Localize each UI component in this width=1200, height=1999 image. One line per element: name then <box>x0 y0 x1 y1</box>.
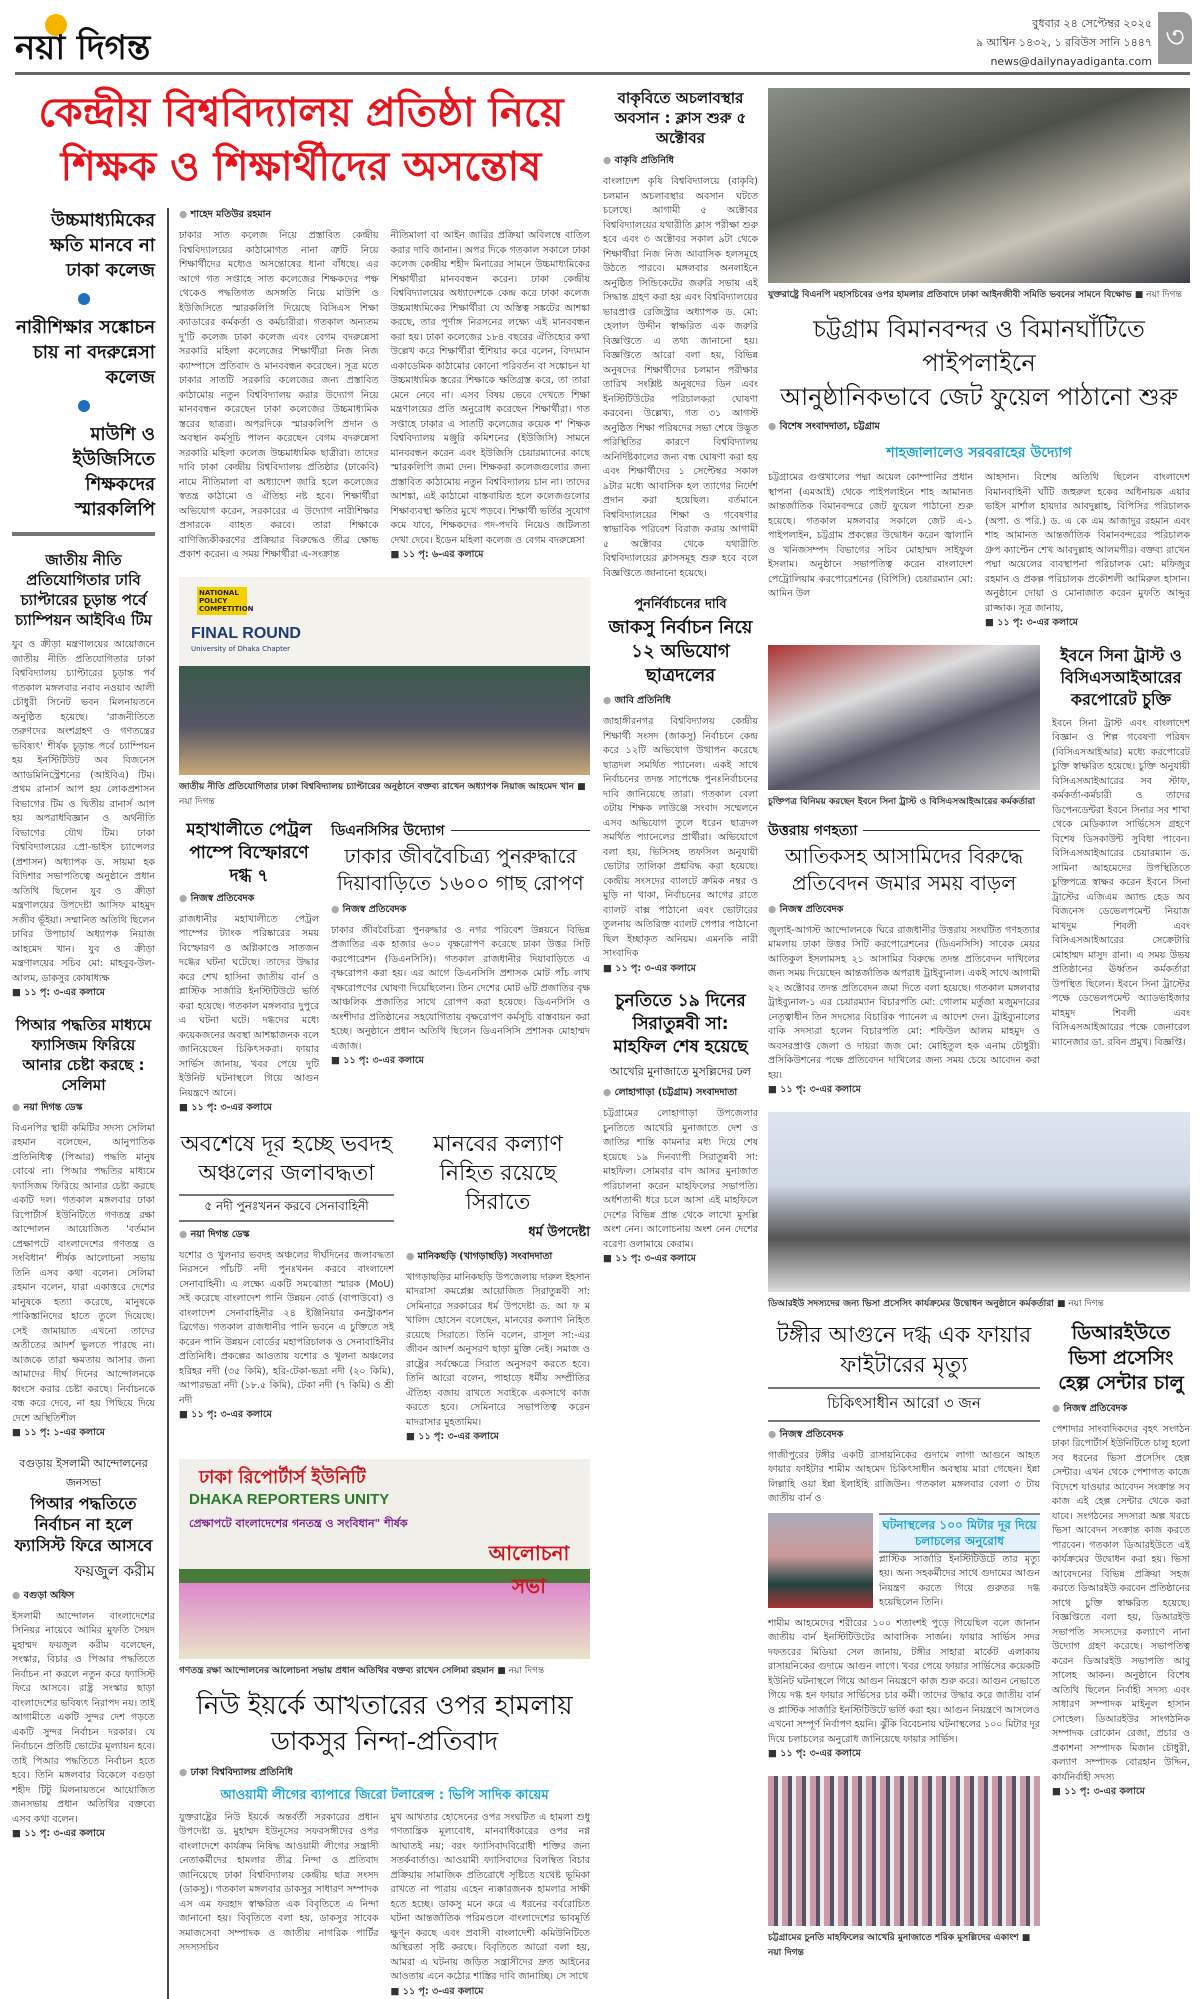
jaksu-story: পুনর্নির্বাচনের দাবি জাকসু নির্বাচন নিয়ে ১২ অভিযোগ ছাত্রদলের ● জাবি প্রতিনিধি জাহাঙ্গীরনগর বিশ্ববিদ্যালয় কেন্দ্রীয় শিক্ষার্থী সংসদ (জাকসু) নির্বাচনে কেন্দ্র করে ১২টি অভিযোগ উত্থাপন করেছে ছাত্রদল সমর্থিত প্যানেল। একই সাথে নির্বাচনের তদন্ত সাপেক্ষে পুনঃনির্বাচনের দাবি জানিয়েছে তারা। গতকাল বেলা ৩টায় শিক্ষক লাউঞ্জে সংবাদ সম্মেলনে এসব অভিযোগ তুলে ধরেন ছাত্রদল সমর্থিত প্যানেলের প্রার্থীরা। অভিযোগে বলা হয়, ভিসিসহ তফসিল অনুযায়ী ভোটার তালিকা প্রশ্নবিদ্ধ করা হয়েছে। কেন্দ্রীয় সংসদের ব্যালটে ক্রমিক নম্বর ও মুড়ি না থাকা, নির্বাচনের আগের রাতে ব্যালট বাক্স পাঠানো এবং ভোটারের তুলনায় অতিরিক্ত ব্যালট পেপার পাঠানো ছিল ইচ্ছাকৃত অনিয়ম। এমনকি নারী সাংবাদিক ■ ১১ পৃ: ৩-এর কলামে <box>603 595 758 976</box>
continued-link[interactable]: ■ ১১ পৃ: ৩-এর কলামে <box>179 1101 319 1116</box>
visa-event-photo <box>768 1112 1190 1292</box>
date-bengali: ৯ আশ্বিন ১৪৩২, ১ রবিউস সানি ১৪৪৭ <box>976 33 1152 52</box>
tongi-body3: শামীম আহমেদের শরীরের ১০০ শতাংশই পুড়ে গিয়েছিল বলে জানান জাতীয় বার্ন ইনস্টিটিউটের আবাসিক সার্জন। ফায়ার সার্ভিস সদর দফতরের মিডিয়া সেল জানায়, টঙ্গীর সাহারা মার্কেট এলাকায় রাসায়নিকের গুদামে আগুন লাগে। খবর পেয়ে ফায়ার সার্ভিসের কয়েকটি ইউনিট ঘটনাস্থলে গিয়ে আগুন নিয়ন্ত্রণে কাজ শুরু করে। আগুন নেভাতে গিয়ে দগ্ধ হন ফায়ার সার্ভিসের চার কর্মী। তাদের উদ্ধার করে জাতীয় বার্ন ও প্লাস্টিক সার্জারি ইনস্টিটিউটে ভর্তি করা হয়। আগুন নিয়ন্ত্রণে আসলেও এখনো সম্পূর্ণ নির্বাপণ হয়নি। ঝুঁকি বিবেচনায় ঘটনাস্থলের ১০০ মিটার দূর দিয়ে চলাচলের অনুরোধ জানিয়েছে ফায়ার সার্ভিস। <box>768 1617 1040 1748</box>
tongi-inset: ঘটনাস্থলের ১০০ মিটার দূর দিয়ে চলাচলের অনুরোধ <box>879 1513 1040 1553</box>
date-english: বুধবার ২৪ সেপ্টেম্বর ২০২৫ <box>976 14 1152 33</box>
center-left-column: ● শাহেদ মতিউর রহমান ঢাকার সাত কলেজ নিয়ে প্রস্তাবিত কেন্দ্রীয় বিশ্ববিদ্যালয়ের কাঠামোগত নানা ত্রুটি নিয়ে শিক্ষার্থীদের মধ্যেও অসন্তোষের ধানা বাঁধছে। এর আগে গত সপ্তাহে সাত কলেজের শিক্ষকদের পক্ষ থেকেও পদ্ধতিগত অসঙ্গতি নিয়ে মাউশি ও ইউজিসিতে স্মারকলিপি দিয়েছে বিসিএস শিক্ষা ক্যাডারের কর্মকর্তা ও কর্মচারীরা। গতকাল অন্যতম দু'টি কলেজ ঢাকা কলেজ এবং বেগম বদরুন্নেসা সরকারি মহিলা কলেজের শিক্ষার্থীরা নিজ নিজ ক্যাম্পাসে প্রতিবাদ ও মানববন্ধন করেছেন। সূত্র মতে ঢাকার সাতটি সরকারি কলেজের জন্য প্রস্তাবিত কাঠামোয় নতুন বিশ্ববিদ্যালয় করার উদ্যোগ নিয়ে মানববন্ধন করেছেন ঢাকা কলেজের উচ্চমাধ্যমিক স্তরের ছাত্ররা। অপরদিকে স্মারকলিপি প্রদান ও অবস্থান কর্মসূচি পালন করেছেন বেগম বদরুন্নেসা সরকারি মহিলা কলেজ উচ্চমাধ্যমিক ছাত্রীরা। তাদের দাবি ঢাকা কেন্দ্রীয় বিশ্ববিদ্যালয় প্রতিষ্ঠার (ঢাকেবি) নামে নীতিমালা বা অধ্যাদেশ জারি হলে কলেজের স্বতন্ত্র কাঠামো ও ঐতিহ্য নষ্ট হবে। শিক্ষার্থীরা অভিযোগ করেন, সরকারের এ উদ্যোগ নারীশিক্ষার প্রসারকে ব্যাহত করবে। তারা শিক্ষাকে বাণিজ্যিকীকরণের প্রক্রিয়ার বিরুদ্ধেও তীব্র ক্ষোভ প্রকাশ করেন। এ সময় শিক্ষার্থীরা এ-সংক্রান্ত নীতিমালা বা আইন জারির প্রক্রিয়া অবিলম্বে বাতিল করার দাবি জানান। অপর দিকে গতকাল সকালে ঢাকা কলেজ কেন্দ্রীয় শহীদ মিনারের সামনে উচ্চমাধ্যমিকের শিক্ষার্থীরা মানববন্ধন করেন। ঢাকা কেন্দ্রীয় বিশ্ববিদ্যালয়ের অধ্যাদেশকে কেন্দ্র করে ঢাকা কলেজ উচ্চমাধ্যমিকের শিক্ষার্থীরা যে অস্তিত্ব সঙ্কটের আশঙ্কা করছে, তার পূর্ণাঙ্গ নিরসনের লক্ষ্যে এই মানববন্ধন করা হয়। ঢাকা কলেজের ১৮৪ বছরের ঐতিহ্যের কথা উল্লেখ করে শিক্ষার্থীরা হুঁশিয়ার করে বলেন, বিদ্যমান একাডেমিক কাঠামোর কোনো পরিবর্তন বা সঙ্কোচন যা উচ্চমাধ্যমিক স্তরের শিক্ষাকে ক্ষতিগ্রস্ত করে, তা তারা মেনে নেবে না। এসব বিষয় ভেবে দেখতে শিক্ষা মন্ত্রণালয়ের প্রতি অনুরোধ করেছেন শিক্ষার্থীরা। গত সপ্তাহে ঢাকার এ সাতটি কলেজের কয়েক শ' শিক্ষক বিশ্ববিদ্যালয় মঞ্জুরি কমিশনের (ইউজিসি) সামনে মানববন্ধন করেন এবং ইউজিসি চেয়ারম্যানের কাছে স্মারকলিপি জমা দেন। শিক্ষকরা কলেজগুলোর জন্য প্রস্তাবিত কাঠামোয় নতুন বিশ্ববিদ্যালয় চান না। তাদের আশঙ্কা, এই কাঠামো বাস্তবায়িত হলে কলেজগুলোর শিক্ষাব্যবস্থা ক্ষতির মুখে পড়বে। শিক্ষার্থী ভর্তির সুযোগ কমে যাবে, শিক্ষকদের পদ-পদবি নিয়েও জটিলতা দেখা দেবে। ইডেন মহিলা কলেজ ও বেগম বদরুন্নেসা ■ ১১ পৃ: ৬-এর কলামে NATIONAL POLICY COMPETITION FINAL ROUND University of Dhaka Chapter জাতীয় নীতি প্রতিযোগিতার ঢাকা বিশ্ববিদ্যালয় চ্যাপ্টারের অনুষ্ঠানে বক্তব্য রাখেন অধ্যাপক নিয়াজ আহমেদ খান ■ নয়া দিগন্ত মহাখালীতে পেট্রল পাম্পে বিস্ফোরণে দগ্ধ ৭ ● নিজস্ব প্রতিবেদক রাজধানীর মহাখালীতে পেট্রল পাম্পের ট্যাংক পরিষ্কারের সময় বিস্ফোরণ ও অগ্নিকাণ্ডে সাতজন দগ্ধের ঘটনা ঘটেছে। তাদের উদ্ধার করে শেখ হাসিনা জাতীয় বার্ন ও প্লাস্টিক সার্জারি ইনস্টিটিউটে ভর্তি করা হয়েছে। গতকাল মঙ্গলবার দুপুরে এ ঘটনা ঘটে। দগ্ধদের মধ্যে কয়েকজনের অবস্থা আশঙ্কাজনক বলে জানিয়েছেন চিকিৎসকরা। ফায়ার সার্ভিস জানায়, খবর পেয়ে দুটি ইউনিট ঘটনাস্থলে গিয়ে আগুন নিয়ন্ত্রণে আনে। ■ ১১ পৃ: ৩-এর কলামে ডিএনসিসির উদ্যোগ ঢাকার জীববৈচিত্র্য পুনরুদ্ধারে দিয়াবাড়িতে ১৬০০ গাছ রোপণ ● নিজস্ব প্রতিবেদক ঢাকার জীববৈচিত্র্য পুনরুদ্ধার ও নগর পরিবেশ উন্নয়নে বিভিন্ন প্রজাতির এক হাজার ৬০০ বৃক্ষরোপণ করেছে ঢাকা উত্তর সিটি করপোরেশন (ডিএনসিসি)। গতকাল রাজধানীর দিয়াবাড়িতে এ বৃক্ষরোপণ করা হয়। এর আগে ডিএনসিসি প্রশাসক মোট পাঁচ লাখ বৃক্ষরোপণের ঘোষণা দিয়েছিলেন। তিন দেশের মোট ৬টি প্রজাতির বৃক্ষ আঞ্চলিক প্রজাতির সাথে রোপণ করা হয়েছে। ডিএনসিসি ও অংশীদার প্রতিষ্ঠানের সহযোগিতায় বৃক্ষরোপণ কর্মসূচি বাস্তবায়ন করা হচ্ছে। অনুষ্ঠানে প্রধান অতিথি ছিলেন ডিএনসিসি প্রশাসক মোহাম্মদ এজাজ। ■ ১১ পৃ: ৩-এর কলামে অবশেষে দূর হচ্ছে ভবদহ অঞ্চলের জলাবদ্ধতা ৫ নদী পুনঃখনন করবে সেনাবাহিনী ● নয়া দিগন্ত ডেস্ক যশোর ও খুলনার ভবদহ অঞ্চলের দীর্ঘদিনের জলাবদ্ধতা নিরসনে পাঁচটি নদী পুনঃখনন করবে বাংলাদেশ সেনাবাহিনী। এ লক্ষ্যে একটি সমঝোতা স্মারক (MoU) সই করেছে বাংলাদেশ পানি উন্নয়ন বোর্ড (বাপাউবো) ও বাংলাদেশ সেনাবাহিনীর ২৪ ইঞ্জিনিয়ার কনস্ট্রাকশন ব্রিগেড। গতকাল রাজধানীর পানি ভবনে এ চুক্তিতে সই করেন পানি উন্নয়ন বোর্ডের মহাপরিচালক ও সেনাবাহিনীর প্রতিনিধি। প্রকল্পের আওতায় যশোর ও খুলনা অঞ্চলের হরিহর নদী (৩৫ কিমি), হরি-টেকা-ভদ্রা নদী (২০ কিমি), আপারভদ্রা নদী (১৮.৫ কিমি), টেকা নদী (৭ কিমি) ও শ্রী নদী ■ ১১ পৃ: ৩-এর কলামে মানবের কল্যাণ নিহিত রয়েছে সিরাতে ধর্ম উপদেষ্টা ● মানিকছড়ি (খাগড়াছড়ি) সংবাদদাতা খাগড়াছড়ির মানিকছড়ি উপজেলায় দারুল ইহসান মাদরাসা কমপ্লেক্স আয়োজিত সিরাতুন্নবী সা: সেমিনারে সরকারের ধর্ম উপদেষ্টা ড. আ ফ ম খালিদ হোসেন বলেছেন, মানবের কল্যাণ নিহিত রয়েছে সিরাতে। তিনি বলেন, রাসূল সা:-এর জীবন আদর্শ অনুসরণ ছাড়া মুক্তি নেই। সমাজ ও রাষ্ট্রের সর্বক্ষেত্রে সিরাত অনুসরণ করতে হবে। তিনি আরো বলেন, পাহাড়ে ধর্মীয় সম্প্রীতির ঐতিহ্য বজায় রাখতে সবাইকে একসাথে কাজ করতে হবে। সেমিনারে সভাপতিত্ব করেন মাদরাসার মুহতামিম। ■ ১১ পৃ: ৩-এর কলামে ঢাকা রিপোর্টার্স ইউনিটি DHAKA REPORTERS UNITY প্রেক্ষাপটে বাংলাদেশের গনতন্ত্র ও সংবিধান" শীর্ষক আলোচনা সভা গণতন্ত্র রক্ষা আন্দোলনের আলোচনা সভায় প্রধান অতিথির বক্তব্য রাখেন সেলিমা রহমান ■ নয়া দিগন্ত নিউ ইয়র্কে আখতারের ওপর হামলায় ডাকসুর নিন্দা-প্রতিবাদ ● ঢাকা বিশ্ববিদ্যালয় প্রতিনিধি আওয়ামী লীগের ব্যাপারে জিরো টলারেন্স : ভিপি সাদিক কায়েম যুক্তরাষ্ট্রের নিউ ইয়র্কে অন্তর্বর্তী সরকারের প্রধান উপদেষ্টা ড. মুহাম্মদ ইউনূসের সফরসঙ্গীদের ওপর বাংলাদেশে কার্যক্রম নিষিদ্ধ আওয়ামী লীগের সন্ত্রাসী নেতাকর্মীদের হামলার তীব্র নিন্দা ও প্রতিবাদ জানিয়েছে ঢাকা বিশ্ববিদ্যালয় কেন্দ্রীয় ছাত্র সংসদ (ডাকসু)। গতকাল মঙ্গলবার ডাকসুর সাধারণ সম্পাদক এস এম ফরহাদ স্বাক্ষরিত এক বিবৃতিতে এ নিন্দা জানানো হয়। বিবৃতিতে বলা হয়, ডাকসুর সাবেক সমাজসেবা সম্পাদক ও জাতীয় নাগরিক পার্টির সদস্যসচিব মুখ আখতার হোসেনের ওপর সংঘটিত এ হামলা শুধু গণতান্ত্রিক মূল্যবোধ, মানবাধিকারের ওপর নগ্ন আঘাতই নয়; বরং ফ্যাসিবাদবিরোধী শক্তির জন্য সতর্কবার্তাও। আওয়ামী ফ্যাসিবাদের বিলম্বিত বিচার প্রক্রিয়ায় সামাজিক প্রতিরোধে সৃষ্টিতে যথেষ্ট ভূমিকা রাখতে না পারায় এহেন ন্যক্কারজনক হামলার সাক্ষী হতে হচ্ছে। ডাকসু মনে করে এ ধরনের বর্বরোচিত ঘটনা আন্তর্জাতিক পরিমণ্ডলে বাংলাদেশের ভাবমূর্তি ক্ষুণ্ন করছে এবং প্রবাসী বাংলাদেশী কমিউনিটিতে অস্থিরতা সৃষ্টি করছে। বিবৃতিতে আরো বলা হয়, আমরা এ ঘটনায় জড়িত সন্ত্রাসীদের দ্রুত আইনের আওতায় এনে কঠোর শাস্তির দাবি জানাচ্ছি। সে সাথে ■ ১১ পৃ: ৩-এর কলামে <box>167 208 590 1999</box>
page-number: ৩ <box>1158 12 1192 64</box>
ny-story-col1: যুক্তরাষ্ট্রের নিউ ইয়র্কে অন্তর্বর্তী সরকারের প্রধান উপদেষ্টা ড. মুহাম্মদ ইউনূসের সফরসঙ্গীদের ওপর বাংলাদেশে কার্যক্রম নিষিদ্ধ আওয়ামী লীগের সন্ত্রাসী নেতাকর্মীদের হামলার তীব্র নিন্দা ও প্রতিবাদ জানিয়েছে ঢাকা বিশ্ববিদ্যালয় কেন্দ্রীয় ছাত্র সংসদ (ডাকসু)। গতকাল মঙ্গলবার ডাকসুর সাধারণ সম্পাদক এস এম ফরহাদ স্বাক্ষরিত এক বিবৃতিতে এ নিন্দা জানানো হয়। বিবৃতিতে বলা হয়, ডাকসুর সাবেক সমাজসেবা সম্পাদক ও জাতীয় নাগরিক পার্টির সদস্যসচিব <box>179 1811 379 1956</box>
firefighter-portrait <box>768 1513 873 1608</box>
center-right-column <box>603 88 758 1281</box>
ctg-story <box>768 471 1190 631</box>
continued-link[interactable]: ■ ১১ পৃ: ৩-এর কলামে <box>985 616 1190 631</box>
photo-caption: ডিআরইউ সদস্যদের জন্য ভিসা প্রসেসিং কার্যক্রমের উদ্বোধন অনুষ্ঠানে কর্মকর্তারা ■ নয়া দিগন্ত <box>768 1296 1190 1311</box>
continued-link[interactable]: ■ ১১ পৃ: ৩-এর কলামে <box>768 1747 1040 1762</box>
chunati-story: চুনতিতে ১৯ দিনের সিরাতুন্নবী সা: মাহফিল শেষ হয়েছে আখেরি মুনাজাতে মুসল্লিদের ঢল ● লোহাগাড়া (চট্টগ্রাম) সংবাদদাতা চট্টগ্রামের লোহাগাড়া উপজেলার চুনতিতে আখেরি মুনাজাতে দেশ ও জাতির শান্তি কামনার মধ্য দিয়ে শেষ হয়েছে ১৯ দিনব্যাপী সিরাতুন্নবী সা: মাহফিল। সোমবার বাদ আসর মুনাজাত পরিচালনা করেন মাহফিলের সভাপতি। অর্ধশতাব্দী ধরে চলে আসা এই মাহফিলে দেশের বিভিন্ন প্রান্ত থেকে লাখো মুসল্লি অংশ নেন। আলোচনায় অংশ নেন দেশের বরেণ্য ওলামায়ে কেরাম। ■ ১১ পৃ: ৩-এর কলামে <box>603 990 758 1267</box>
photo-caption: যুক্তরাষ্ট্রে বিএনপি মহাসচিবের ওপর হামলার প্রতিবাদে ঢাকা আইনজীবী সমিতি ভবনের সামনে বিক্ষোভ ■ নয়া দিগন্ত <box>768 287 1190 302</box>
continued-link[interactable]: ■ ১১ পৃ: ৩-এর কলামে <box>603 1252 758 1267</box>
rally-photo: ঢাকা রিপোর্টার্স ইউনিটি DHAKA REPORTERS UNITY প্রেক্ষাপটে বাংলাদেশের গনতন্ত্র ও সংবিধান" শীর্ষক আলোচনা সভা <box>179 1459 590 1659</box>
left-section <box>12 86 590 1999</box>
bullet-icon <box>78 293 90 305</box>
continued-link[interactable]: ■ ১১ পৃ: ৩-এর কলামে <box>331 1054 590 1069</box>
ctg-headline[interactable]: চট্টগ্রাম বিমানবন্দর ও বিমানঘাঁটিতে পাইপলাইনে আনুষ্ঠানিকভাবে জেট ফুয়েল পাঠানো শুরু <box>768 312 1190 414</box>
bogura-story: বগুড়ায় ইসলামী আন্দোলনের জনসভা পিআর পদ্ধতিতে নির্বাচন না হলে ফ্যাসিস্ট ফিরে আসবে ফয়জুল করীম ● বগুড়া অফিস ইসলামী আন্দোলন বাংলাদেশের সিনিয়র নায়েবে আমির মুফতি সৈয়দ মুহাম্মদ ফয়জুল করীম বলেছেন, সংস্কার, বিচার ও পিআর পদ্ধতিতে নির্বাচন না করলে নতুন করে ফ্যাসিস্ট ফিরে আসবে। রাষ্ট্র সংস্কার ছাড়া বাংলাদেশের ভবিষ্যৎ নিরাপদ নয়। তাই আগামীতে একটি সুন্দর দেশ গড়তে একটি সুন্দর নির্বাচন দরকার। যে নির্বাচনে প্রতিটি ভোটের মূল্যায়ন হবে। তাই পিআর পদ্ধতিতে নির্বাচন হতে হবে। তিনি মঙ্গলবার বিকেলে বগুড়া শহীদ টিটু মিলনায়তনে আয়োজিত জনসভায় প্রধান অতিথির বক্তব্যে এসব কথা বলেন। ■ ১১ পৃ: ৩-এর কলামে <box>12 1455 155 1842</box>
dru-story: ডিআরইউতে ভিসা প্রসেসিং হেল্প সেন্টার চালু ● নিজস্ব প্রতিবেদক পেশাদার সাংবাদিকদের বৃহৎ সংগঠন ঢাকা রিপোর্টার্স ইউনিটিতে চালু হলো সব ধরনের ভিসা প্রসেসিং হেল্প সেন্টার। এখন থেকে পেশাগত কাজে বিদেশে যাওয়ার আবেদন সংক্রান্ত সব কাজ এই হেল্প সেন্টার থেকে করা যাবে। সংগঠনের সদস্যরা অল্প খরচে ভিসা আবেদন সংক্রান্ত কাজ করতে পারবেন। গতকাল ডিআরইউতে এই কার্যক্রমের উদ্বোধন করা হয়। ভিসা আবেদনের বিভিন্ন প্রক্রিয়া সহজ করতে ডিআরইউ করবেন প্রতিষ্ঠানের সাথে চুক্তি স্বাক্ষরিত হয়েছে। বিজ্ঞপ্তিতে বলা হয়, ডিআরইউ সভাপতি সদস্যদের কল্যাণে নানা উদ্যোগ গ্রহণ করেছে। সভাপতিত্ব করেন ডিআরইউ সভাপতি আবু সালেহ আকন। অনুষ্ঠানে বিশেষ অতিথি ছিলেন নির্বাহী সদস্য এবং সাধারণ সম্পাদক মাইনুল হাসান সোহেল। ডিআরইউর সাংগঠনিক সম্পাদক রোকোন রেজা, প্রচার ও প্রকাশনা সম্পাদক মিজান চৌধুরী, কল্যাণ সম্পাদক বোরহান উদ্দিন, কার্যনির্বাহী সদস্য ■ ১১ পৃ: ৩-এর কলামে <box>1052 1321 1190 1800</box>
continued-link[interactable]: ■ ১১ পৃ: ৩-এর কলামে <box>179 1408 394 1423</box>
bhabodah-story: অবশেষে দূর হচ্ছে ভবদহ অঞ্চলের জলাবদ্ধতা ৫ নদী পুনঃখনন করবে সেনাবাহিনী ● নয়া দিগন্ত ডেস্ক যশোর ও খুলনার ভবদহ অঞ্চলের দীর্ঘদিনের জলাবদ্ধতা নিরসনে পাঁচটি নদী পুনঃখনন করবে বাংলাদেশ সেনাবাহিনী। এ লক্ষ্যে একটি সমঝোতা স্মারক (MoU) সই করেছে বাংলাদেশ পানি উন্নয়ন বোর্ড (বাপাউবো) ও বাংলাদেশ সেনাবাহিনীর ২৪ ইঞ্জিনিয়ার কনস্ট্রাকশন ব্রিগেড। গতকাল রাজধানীর পানি ভবনে এ চুক্তিতে সই করেন পানি উন্নয়ন বোর্ডের মহাপরিচালক ও সেনাবাহিনীর প্রতিনিধি। প্রকল্পের আওতায় যশোর ও খুলনা অঞ্চলের হরিহর নদী (৩৫ কিমি), হরি-টেকা-ভদ্রা নদী (২০ কিমি), আপারভদ্রা নদী (১৮.৫ কিমি), টেকা নদী (৭ কিমি) ও শ্রী নদী ■ ১১ পৃ: ৩-এর কলামে <box>179 1130 394 1423</box>
agreement-photo <box>768 645 1040 790</box>
email[interactable]: news@dailynayadiganta.com <box>976 52 1152 71</box>
photo-caption: জাতীয় নীতি প্রতিযোগিতার ঢাকা বিশ্ববিদ্যালয় চ্যাপ্টারের অনুষ্ঠানে বক্তব্য রাখেন অধ্যাপক নিয়াজ আহমেদ খান ■ নয়া দিগন্ত <box>179 779 590 809</box>
continued-link[interactable]: ■ ১১ পৃ: ৩-এর কলামে <box>603 962 758 977</box>
mohakhali-story: মহাখালীতে পেট্রল পাম্পে বিস্ফোরণে দগ্ধ ৭ ● নিজস্ব প্রতিবেদক রাজধানীর মহাখালীতে পেট্রল পাম্পের ট্যাংক পরিষ্কারের সময় বিস্ফোরণ ও অগ্নিকাণ্ডে সাতজন দগ্ধের ঘটনা ঘটেছে। তাদের উদ্ধার করে শেখ হাসিনা জাতীয় বার্ন ও প্লাস্টিক সার্জারি ইনস্টিটিউটে ভর্তি করা হয়েছে। গতকাল মঙ্গলবার দুপুরে এ ঘটনা ঘটে। দগ্ধদের মধ্যে কয়েকজনের অবস্থা আশঙ্কাজনক বলে জানিয়েছেন চিকিৎসকরা। ফায়ার সার্ভিস জানায়, খবর পেয়ে দুটি ইউনিট ঘটনাস্থলে গিয়ে আগুন নিয়ন্ত্রণে আনে। ■ ১১ পৃ: ৩-এর কলামে <box>179 819 319 1116</box>
sirat-story: মানবের কল্যাণ নিহিত রয়েছে সিরাতে ধর্ম উপদেষ্টা ● মানিকছড়ি (খাগড়াছড়ি) সংবাদদাতা খাগড়াছড়ির মানিকছড়ি উপজেলায় দারুল ইহসান মাদরাসা কমপ্লেক্স আয়োজিত সিরাতুন্নবী সা: সেমিনারে সরকারের ধর্ম উপদেষ্টা ড. আ ফ ম খালিদ হোসেন বলেছেন, মানবের কল্যাণ নিহিত রয়েছে সিরাতে। তিনি বলেন, রাসূল সা:-এর জীবন আদর্শ অনুসরণ ছাড়া মুক্তি নেই। সমাজ ও রাষ্ট্রের সর্বক্ষেত্রে সিরাত অনুসরণ করতে হবে। তিনি আরো বলেন, পাহাড়ে ধর্মীয় সম্প্রীতির ঐতিহ্য বজায় রাখতে সবাইকে একসাথে কাজ করতে হবে। সেমিনারে সভাপতিত্ব করেন মাদরাসার মুহতামিম। ■ ১১ পৃ: ৩-এর কলামে <box>406 1130 590 1445</box>
continued-link[interactable]: ■ ১১ পৃ: ৩-এর কলামে <box>12 1827 155 1842</box>
dncc-story: ডিএনসিসির উদ্যোগ ঢাকার জীববৈচিত্র্য পুনরুদ্ধারে দিয়াবাড়িতে ১৬০০ গাছ রোপণ ● নিজস্ব প্রতিবেদক ঢাকার জীববৈচিত্র্য পুনরুদ্ধার ও নগর পরিবেশ উন্নয়নে বিভিন্ন প্রজাতির এক হাজার ৬০০ বৃক্ষরোপণ করেছে ঢাকা উত্তর সিটি করপোরেশন (ডিএনসিসি)। গতকাল রাজধানীর দিয়াবাড়িতে এ বৃক্ষরোপণ করা হয়। এর আগে ডিএনসিসি প্রশাসক মোট পাঁচ লাখ বৃক্ষরোপণের ঘোষণা দিয়েছিলেন। তিন দেশের মোট ৬টি প্রজাতির বৃক্ষ আঞ্চলিক প্রজাতির সাথে রোপণ করা হয়েছে। ডিএনসিসি ও অংশীদার প্রতিষ্ঠানের সহযোগিতায় বৃক্ষরোপণ কর্মসূচি বাস্তবায়ন করা হচ্ছে। অনুষ্ঠানে প্রধান অতিথি ছিলেন ডিএনসিসি প্রশাসক মোহাম্মদ এজাজ। ■ ১১ পৃ: ৩-এর কলামে <box>331 819 590 1069</box>
mahfil-photo <box>768 1776 1040 1926</box>
bakrbi-story: বাকৃবিতে অচলাবস্থার অবসান : ক্লাস শুরু ৫ অক্টোবর ● বাকৃবি প্রতিনিধি বাংলাদেশ কৃষি বিশ্ববিদ্যালয়ে (বাকৃবি) চলমান অচলাবস্থার অবসান ঘটতে চলেছে। আগামী ৫ অক্টোবর বিশ্ববিদ্যালয়ের যথারীতি ক্লাস পরীক্ষা শুরু হবে এবং ৩ অক্টোবর সকাল ৯টা থেকে শিক্ষার্থীরা নিজ নিজ আবাসিক হলসমূহে উঠতে পারবে। মঙ্গলবার অনলাইনে অনুষ্ঠিত সিন্ডিকেটের জরুরি সভায় এই সিদ্ধান্ত গ্রহণ করা হয় এবং বিশ্ববিদ্যালয়ের ভারপ্রাপ্ত রেজিস্ট্রার অধ্যাপক ড. মো: হেলাল উদ্দীন স্বাক্ষরিত এক জরুরি বিজ্ঞপ্তিতে এ তথ্য জানানো হয়। বিজ্ঞপ্তিতে আরো বলা হয়, বিভিন্ন অনুষদের শিক্ষার্থীদের চলমান পরীক্ষার তারিখ সংশ্লিষ্ট অনুষদের ডিন এবং ইনস্টিটিউটের পরিচালকরা ঘোষণা করবেন। উল্লেখ্য, গত ৩১ আগস্ট অনুষ্ঠিত শিক্ষা পরিষদের সভা শেষে উদ্ভূত পরিস্থিতির কারণে বিশ্ববিদ্যালয় অনির্দিষ্টকালের জন্য বন্ধ ঘোষণা করা হয় এবং শিক্ষার্থীদের ১ সেপ্টেম্বর সকাল ৯টার মধ্যে আবাসিক হল ত্যাগের নির্দেশ প্রদান করা হয়েছিল। বর্তমানে বিশ্ববিদ্যালয়ের শিক্ষা ও গবেষণার স্বাভাবিক পরিবেশ বিরাজ করায় আগামী ৫ অক্টোবর থেকে যথারীতি বিশ্ববিদ্যালয়ের ক্লাসসমূহ শুরু হবে বলে বিজ্ঞপ্তিতে জানানো হয়েছে। <box>603 88 758 581</box>
newspaper-logo[interactable]: নয়া দিগন্ত <box>15 22 150 79</box>
continued-link[interactable]: ■ ১১ পৃ: ৩-এর কলামে <box>1052 1785 1190 1800</box>
lead-headline[interactable]: কেন্দ্রীয় বিশ্ববিদ্যালয় প্রতিষ্ঠা নিয়ে শিক্ষক ও শিক্ষার্থীদের অসন্তোষ <box>12 86 590 194</box>
ny-story <box>179 1811 590 1999</box>
left-column <box>12 208 155 1856</box>
lead-story <box>179 229 590 563</box>
ibnsina-story: ইবনে সিনা ট্রাস্ট ও বিসিএসআইআরের করপোরেট চুক্তি ইবনে সিনা ট্রাস্ট এবং বাংলাদেশ বিজ্ঞান ও শিল্প গবেষণা পরিষদ (বিসিএসআইআর) মধ্যে করপোরেট চুক্তি স্বাক্ষরিত হয়েছে। চুক্তি অনুযায়ী বিসিএসআইআরের সব স্টাফ, কর্মকর্তা-কর্মচারী ও তাদের ডিপেনডেন্টরা ইবনে সিনার সব শাখা থেকে মেডিক্যাল সার্ভিসেস গ্রহণে বিশেষ ডিসকাউন্ট সুবিধা পাবেন। বিসিএসআইআরের চেয়ারম্যান ড. সামিনা আহমেদের উপস্থিতিতে চুক্তিপত্রে স্বাক্ষর করেন ইবনে সিনা ট্রাস্টের এজিএম অ্যান্ড হেড অব বিজনেস ডেভেলপমেন্ট নিয়াজ মাখদুম শিবলী এবং বিসিএসআইআরের সেক্রেটারি মোহাম্মদ মাসুদ রানা। এ সময় উভয় প্রতিষ্ঠানের ঊর্ধ্বতন কর্মকর্তারা উপস্থিত ছিলেন। ইবনে সিনা ট্রাস্টের পক্ষে ডেভেলপমেন্ট অ্যাডভাইজার মাহমুদ শিবলী এবং বিসিএসআইআরের পক্ষে জেনারেল ম্যানেজার ডা. রবিন প্রমুখ। বিজ্ঞপ্তি। <box>1052 645 1190 1051</box>
niti-story: জাতীয় নীতি প্রতিযোগিতার ঢাবি চ্যাপ্টারের চূড়ান্ত পর্বে চ্যাম্পিয়ন আইবিএ টিম যুব ও ক্রীড়া মন্ত্রণালয়ের আয়োজনে জাতীয় নীতি প্রতিযোগিতার ঢাকা বিশ্ববিদ্যালয় চ্যাপ্টারের চূড়ান্ত পর্ব গতকাল মঙ্গলবার নবাব নওয়াব আলী চৌধুরী সিনেট ভবন মিলনায়তনে অনুষ্ঠিত হয়েছে। 'রাজনীতিতে তরুণদের অংশগ্রহণ ও গণতন্ত্রের ভবিষ্যৎ' শীর্ষক চূড়ান্ত পর্বে চ্যাম্পিয়ন হয় ইনস্টিটিউট অব বিজনেস অ্যাডমিনিস্ট্রেশনের (আইবিএ) টিম। প্রথম রানার্স আপ হয় লোকপ্রশাসন বিভাগের টিম ও দ্বিতীয় রানার্স আপ হয় অপরাধবিজ্ঞান ও অর্থনীতি বিভাগের যৌথ টিম। ঢাকা বিশ্ববিদ্যালয়ের প্রো-ভাইস চ্যান্সেলর (প্রশাসন) অধ্যাপক ড. সায়মা হক বিদিশার সভাপতিত্বে অনুষ্ঠানে প্রধান অতিথি ছিলেন যুব ও ক্রীড়া মন্ত্রণালয়ের উপদেষ্টা আসিফ মাহমুদ সজীব ভূঁইয়া। সম্মানিত অতিথি ছিলেন ঢাবির উপাচার্য অধ্যাপক নিয়াজ আহমেদ খান। যুব ও ক্রীড়া মন্ত্রণালয়ের সচিব মো: মাহবুব-উল-আলম, ডাকসুর কোষাধ্যক্ষ ■ ১১ পৃ: ৩-এর কলামে <box>12 550 155 1001</box>
photo-caption: চুক্তিপত্র বিনিময় করছেন ইবনে সিনা ট্রাস্ট ও বিসিএসআইআরের কর্মকর্তারা <box>768 794 1040 809</box>
continued-link[interactable]: ■ ১১ পৃ: ৩-এর কলামে <box>391 1985 591 1999</box>
continued-link[interactable]: ■ ১১ পৃ: ৬-এর কলামে <box>391 548 591 563</box>
continued-link[interactable]: ■ ১১ পৃ: ৩-এর কলামে <box>406 1430 590 1445</box>
right-section: যুক্তরাষ্ট্রে বিএনপি মহাসচিবের ওপর হামলার প্রতিবাদে ঢাকা আইনজীবী সমিতি ভবনের সামনে বিক্ষোভ ■ নয়া দিগন্ত চট্টগ্রাম বিমানবন্দর ও বিমানঘাঁটিতে পাইপলাইনে আনুষ্ঠানিকভাবে জেট ফুয়েল পাঠানো শুরু ● বিশেষ সংবাদদাতা, চট্টগ্রাম শাহজালালেও সরবরাহের উদ্যোগ চট্টগ্রামের গুপ্তখালের পদ্মা অয়েল কোম্পানির প্রধান স্থাপনা (এমআই) থেকে পাইপলাইনে শাহ আমানত আন্তর্জাতিক বিমানবন্দরে জেট ফুয়েল পাঠানো শুরু হয়েছে। গতকাল মঙ্গলবার সকালে জেট এ-১ পাইপলাইন, চট্টগ্রাম প্রকল্পের উদ্বোধন করেন জ্বালানি ও খনিজসম্পদ বিভাগের সচিব মোহাম্মদ সাইফুল ইসলাম। অনুষ্ঠানে সভাপতিত্ব করেন বাংলাদেশ পেট্রোলিয়াম করপোরেশনের (বিপিসি) চেয়ারম্যান মো: আমিন উল আহসান। বিশেষ অতিথি ছিলেন বাংলাদেশ বিমানবাহিনী ঘাঁটি জহুরুল হকের অধিনায়ক এয়ার ভাইস মার্শাল হায়দার আবদুল্লাহ, বিপিসির পরিচালক (অপা. ও পরি.) ড. এ কে এম আজাদুর রহমান এবং শাহ আমানত আন্তর্জাতিক বিমানবন্দরের পরিচালক গ্রুপ ক্যাপ্টেন শেখ আবদুল্লাহ আলমগীর। বক্তব্য রাখেন পদ্মা অয়েলের ব্যবস্থাপনা পরিচালক মো: মফিজুর রহমান ও প্রকল্প পরিচালক প্রকৌশলী আমিরুল হাসান। অনুষ্ঠানে দোয়া ও মোনাজাত করেন মুফতি আব্দুর রাজ্জাক। সূত্র জানায়, ■ ১১ পৃ: ৩-এর কলামে চুক্তিপত্র বিনিময় করছেন ইবনে সিনা ট্রাস্ট ও বিসিএসআইআরের কর্মকর্তারা উত্তরায় গণহত্যা আতিকসহ আসামিদের বিরুদ্ধে প্রতিবেদন জমার সময় বাড়ল ● নিজস্ব প্রতিবেদক জুলাই-আগস্ট আন্দোলনকে ঘিরে রাজধানীর উত্তরায় সংঘটিত গণহত্যার মামলায় ঢাকা উত্তর সিটি করপোরেশনের (ডিএনসিসি) সাবেক মেয়র আতিকুল ইসলামসহ ২১ আসামির বিরুদ্ধে তদন্ত প্রতিবেদন দাখিলের জন্য সময় দিয়েছেন আন্তর্জাতিক অপরাধ ট্রাইব্যুনাল। একই সাথে আগামী ২২ অক্টোবর তদন্ত প্রতিবেদন জমা দিতে বলা হয়েছে। গতকাল মঙ্গলবার ট্রাইব্যুনাল-১ এর চেয়ারম্যান বিচারপতি মো: গোলাম মর্তুজা মজুমদারের নেতৃত্বাধীন তিন সদস্যের বিচারিক প্যানেল এ আদেশ দেন। ট্রাইব্যুনালের বাকি সদস্যরা হলেন বিচারপতি মো: শফিউল আলম মাহমুদ ও অবসরপ্রাপ্ত জেলা ও দায়রা জজ মো: মোহিতুল হক এনাম চৌধুরী। প্রসিকিউশনের পক্ষে প্রতিবেদন দাখিলের জন্য সময় চেয়ে আবেদন করা হয়। ■ ১১ পৃ: ৩-এর কলামে ইবনে সিনা ট্রাস্ট ও বিসিএসআইআরের করপোরেট চুক্তি ইবনে সিনা ট্রাস্ট এবং বাংলাদেশ বিজ্ঞান ও শিল্প গবেষণা পরিষদ (বিসিএসআইআর) মধ্যে করপোরেট চুক্তি স্বাক্ষরিত হয়েছে। চুক্তি অনুযায়ী বিসিএসআইআরের সব স্টাফ, কর্মকর্তা-কর্মচারী ও তাদের ডিপেনডেন্টরা ইবনে সিনার সব শাখা থেকে মেডিক্যাল সার্ভিসেস গ্রহণে বিশেষ ডিসকাউন্ট সুবিধা পাবেন। বিসিএসআইআরের চেয়ারম্যান ড. সামিনা আহমেদের উপস্থিতিতে চুক্তিপত্রে স্বাক্ষর করেন ইবনে সিনা ট্রাস্টের এজিএম অ্যান্ড হেড অব বিজনেস ডেভেলপমেন্ট নিয়াজ মাখদুম শিবলী এবং বিসিএসআইআরের সেক্রেটারি মোহাম্মদ মাসুদ রানা। এ সময় উভয় প্রতিষ্ঠানের ঊর্ধ্বতন কর্মকর্তারা উপস্থিত ছিলেন। ইবনে সিনা ট্রাস্টের পক্ষে ডেভেলপমেন্ট অ্যাডভাইজার মাহমুদ শিবলী এবং বিসিএসআইআরের পক্ষে জেনারেল ম্যানেজার ডা. রবিন প্রমুখ। বিজ্ঞপ্তি। ডিআরইউ সদস্যদের জন্য ভিসা প্রসেসিং কার্যক্রমের উদ্বোধন অনুষ্ঠানে কর্মকর্তারা ■ নয়া দিগন্ত টঙ্গীর আগুনে দগ্ধ এক ফায়ার ফাইটারের মৃত্যু চিকিৎসাধীন আরো ৩ জন ● নিজস্ব প্রতিবেদক গাজীপুরের টঙ্গীর একটি রাসায়নিকের গুদামে লাগা আগুনে আহত ফায়ার ফাইটার শামীম আহমেদ চিকিৎসাধীন অবস্থায় মারা গেছেন। ইন্না লিল্লাহি ওয়া ইন্না ইলাইহি রাজিউন। গতকাল মঙ্গলবার বেলা ৩ টায় জাতীয় বার্ন ও ঘটনাস্থলের ১০০ মিটার দূর দিয়ে চলাচলের অনুরোধ প্লাস্টিক সার্জারি ইনস্টিটিউটে তার মৃত্যু হয়। অন্য সহকর্মীদের সাথে গুদামের আগুন নিয়ন্ত্রণ করতে গিয়ে গুরুতর দগ্ধ হয়েছিলেন তিনি। শামীম আহমেদের শরীরের ১০০ শতাংশই পুড়ে গিয়েছিল বলে জানান জাতীয় বার্ন ইনস্টিটিউটের আবাসিক সার্জন। ফায়ার সার্ভিস সদর দফতরের মিডিয়া সেল জানায়, টঙ্গীর সাহারা মার্কেট এলাকায় রাসায়নিকের গুদামে আগুন লাগে। খবর পেয়ে ফায়ার সার্ভিসের কয়েকটি ইউনিট ঘটনাস্থলে গিয়ে আগুন নিয়ন্ত্রণে কাজ শুরু করে। আগুন নেভাতে গিয়ে দগ্ধ হন ফায়ার সার্ভিসের চার কর্মী। তাদের উদ্ধার করে জাতীয় বার্ন ও প্লাস্টিক সার্জারি ইনস্টিটিউটে ভর্তি করা হয়। আগুন নিয়ন্ত্রণে আসলেও এখনো সম্পূর্ণ নির্বাপণ হয়নি। ঝুঁকি বিবেচনায় ঘটনাস্থলের ১০০ মিটার দূর দিয়ে চলাচলের অনুরোধ জানিয়েছে ফায়ার সার্ভিস। ■ ১১ পৃ: ৩-এর কলামে চট্টগ্রামের চুনতি মাহফিলের আখেরি মুনাজাতে শরিক মুসল্লিদের একাংশ ■ নয়া দিগন্ত ডিআরইউতে ভিসা প্রসেসিং হেল্প সেন্টার চালু ● নিজস্ব প্রতিবেদক পেশাদার সাংবাদিকদের বৃহৎ সংগঠন ঢাকা রিপোর্টার্স ইউনিটিতে চালু হলো সব ধরনের ভিসা প্রসেসিং হেল্প সেন্টার। এখন থেকে পেশাগত কাজে বিদেশে যাওয়ার আবেদন সংক্রান্ত সব কাজ এই হেল্প সেন্টার থেকে করা যাবে। সংগঠনের সদস্যরা অল্প খরচে ভিসা আবেদন সংক্রান্ত কাজ করতে পারবেন। গতকাল ডিআরইউতে এই কার্যক্রমের উদ্বোধন করা হয়। ভিসা আবেদনের বিভিন্ন প্রক্রিয়া সহজ করতে ডিআরইউ করবেন প্রতিষ্ঠানের সাথে চুক্তি স্বাক্ষরিত হয়েছে। বিজ্ঞপ্তিতে বলা হয়, ডিআরইউ সভাপতি সদস্যদের কল্যাণে নানা উদ্যোগ গ্রহণ করেছে। সভাপতিত্ব করেন ডিআরইউ সভাপতি আবু সালেহ আকন। অনুষ্ঠানে বিশেষ অতিথি ছিলেন নির্বাহী সদস্য এবং সাধারণ সম্পাদক মাইনুল হাসান সোহেল। ডিআরইউর সাংগঠনিক সম্পাদক রোকোন রেজা, প্রচার ও প্রকাশনা সম্পাদক মিজান চৌধুরী, কল্যাণ সম্পাদক বোরহান উদ্দিন, কার্যনির্বাহী সদস্য ■ ১১ পৃ: ৩-এর কলামে <box>768 88 1190 1970</box>
continued-link[interactable]: ■ ১১ পৃ: ১-এর কলামে <box>12 1426 155 1441</box>
policy-final-photo: NATIONAL POLICY COMPETITION FINAL ROUND University of Dhaka Chapter <box>179 577 590 775</box>
dateline <box>976 14 1152 71</box>
divider <box>15 72 1190 75</box>
photo-caption: চট্টগ্রামের চুনতি মাহফিলের আখেরি মুনাজাতে শরিক মুসল্লিদের একাংশ ■ নয়া দিগন্ত <box>768 1930 1040 1960</box>
agreement-uttara-column <box>768 645 1040 1098</box>
continued-link[interactable]: ■ ১১ পৃ: ৩-এর কলামে <box>12 986 155 1001</box>
protest-photo <box>768 88 1190 283</box>
ctg-inset: শাহজালালেও সরবরাহের উদ্যোগ <box>768 441 1190 465</box>
ny-inset: আওয়ামী লীগের ব্যাপারে জিরো টলারেন্স : ভিপি সাদিক কায়েম <box>179 1787 590 1805</box>
continued-link[interactable]: ■ ১১ পৃ: ৩-এর কলামে <box>768 1083 1040 1098</box>
ny-story-col2: মুখ আখতার হোসেনের ওপর সংঘটিত এ হামলা শুধু গণতান্ত্রিক মূল্যবোধ, মানবাধিকারের ওপর নগ্ন আঘাতই নয়; বরং ফ্যাসিবাদবিরোধী শক্তির জন্য সতর্কবার্তাও। আওয়ামী ফ্যাসিবাদের বিলম্বিত বিচার প্রক্রিয়ায় সামাজিক প্রতিরোধে সৃষ্টিতে যথেষ্ট ভূমিকা রাখতে না পারায় এহেন ন্যক্কারজনক হামলার সাক্ষী হতে হচ্ছে। ডাকসু মনে করে এ ধরনের বর্বরোচিত ঘটনা আন্তর্জাতিক পরিমণ্ডলে বাংলাদেশের ভাবমূর্তি ক্ষুণ্ন করছে এবং প্রবাসী বাংলাদেশী কমিউনিটিতে অস্থিরতা সৃষ্টি করছে। বিবৃতিতে আরো বলা হয়, আমরা এ ঘটনায় জড়িত সন্ত্রাসীদের দ্রুত আইনের আওতায় এনে কঠোর শাস্তির দাবি জানাচ্ছি। সে সাথে ■ ১১ পৃ: ৩-এর কলামে <box>391 1811 591 1999</box>
pr-story: পিআর পদ্ধতির মাধ্যমে ফ্যাসিজম ফিরিয়ে আনার চেষ্টা করছে : সেলিমা ● নয়া দিগন্ত ডেস্ক বিএনপির স্থায়ী কমিটির সদস্য সেলিমা রহমান বলেছেন, আনুপাতিক প্রতিনিধিত্ব (পিআর) পদ্ধতি মানুষ বোঝে না। পিআর পদ্ধতির মাধ্যমে ফ্যাসিজম ফিরিয়ে আনার চেষ্টা করছে একটি দল। গতকাল মঙ্গলবার ঢাকা রিপোর্টার্স ইউনিটিতে গণতন্ত্র রক্ষা আন্দোলন আয়োজিত 'বর্তমান প্রেক্ষাপটে বাংলাদেশের গণতন্ত্র ও সংবিধান' শীর্ষক আলোচনা সভায় তিনি এসব কথা বলেন। সেলিমা রহমান বলেন, যারা একাত্তরে দেশের মানুষকে হত্যা করেছে, মানুষকে পাকিস্তানিদের হাতে তুলে দিয়েছে। সেই জামায়াত এখনো তাদের অতীতের আদর্শ ভুলতে পারছে না। আজকে তারা ক্ষমতায় আসার জন্য আমাদের দীর্ঘ দিনের আন্দোলনকে ধ্বংসে করার চেষ্টা করছে। নির্বাচনকে বন্ধ করে দেবে, না হয় পিছিয়ে দিয়ে দেশে অস্থিতিশীল ■ ১১ পৃ: ১-এর কলামে <box>12 1015 155 1441</box>
uttara-story: উত্তরায় গণহত্যা আতিকসহ আসামিদের বিরুদ্ধে প্রতিবেদন জমার সময় বাড়ল ● নিজস্ব প্রতিবেদক জুলাই-আগস্ট আন্দোলনকে ঘিরে রাজধানীর উত্তরায় সংঘটিত গণহত্যার মামলায় ঢাকা উত্তর সিটি করপোরেশনের (ডিএনসিসি) সাবেক মেয়র আতিকুল ইসলামসহ ২১ আসামির বিরুদ্ধে তদন্ত প্রতিবেদন দাখিলের জন্য সময় দিয়েছেন আন্তর্জাতিক অপরাধ ট্রাইব্যুনাল। একই সাথে আগামী ২২ অক্টোবর তদন্ত প্রতিবেদন জমা দিতে বলা হয়েছে। গতকাল মঙ্গলবার ট্রাইব্যুনাল-১ এর চেয়ারম্যান বিচারপতি মো: গোলাম মর্তুজা মজুমদারের নেতৃত্বাধীন তিন সদস্যের বিচারিক প্যানেল এ আদেশ দেন। ট্রাইব্যুনালের বাকি সদস্যরা হলেন বিচারপতি মো: শফিউল আলম মাহমুদ ও অবসরপ্রাপ্ত জেলা ও দায়রা জজ মো: মোহিতুল হক এনাম চৌধুরী। প্রসিকিউশনের পক্ষে প্রতিবেদন দাখিলের জন্য সময় চেয়ে আবেদন করা হয়। ■ ১১ পৃ: ৩-এর কলামে <box>768 819 1040 1098</box>
lead-sidebar: উচ্চমাধ্যমিকের ক্ষতি মানবে না ঢাকা কলেজ নারীশিক্ষার সঙ্কোচন চায় না বদরুন্নেসা কলেজ মাউশি ও ইউজিসিতে শিক্ষকদের স্মারকলিপি <box>12 208 155 536</box>
lead-story-col1: ঢাকার সাত কলেজ নিয়ে প্রস্তাবিত কেন্দ্রীয় বিশ্ববিদ্যালয়ের কাঠামোগত নানা ত্রুটি নিয়ে শিক্ষার্থীদের মধ্যেও অসন্তোষের ধানা বাঁধছে। এর আগে গত সপ্তাহে সাত কলেজের শিক্ষকদের পক্ষ থেকেও পদ্ধতিগত অসঙ্গতি নিয়ে মাউশি ও ইউজিসিতে স্মারকলিপি দিয়েছে বিসিএস শিক্ষা ক্যাডারের কর্মকর্তা ও কর্মচারীরা। গতকাল অন্যতম দু'টি কলেজ ঢাকা কলেজ এবং বেগম বদরুন্নেসা সরকারি মহিলা কলেজের শিক্ষার্থীরা নিজ নিজ ক্যাম্পাসে প্রতিবাদ ও মানববন্ধন করেছেন। সূত্র মতে ঢাকার সাতটি সরকারি কলেজের জন্য প্রস্তাবিত কাঠামোয় নতুন বিশ্ববিদ্যালয় করার উদ্যোগ নিয়ে মানববন্ধন করেছেন ঢাকা কলেজের উচ্চমাধ্যমিক স্তরের ছাত্ররা। অপরদিকে স্মারকলিপি প্রদান ও অবস্থান কর্মসূচি পালন করেছেন বেগম বদরুন্নেসা সরকারি মহিলা কলেজ উচ্চমাধ্যমিক ছাত্রীরা। তাদের দাবি ঢাকা কেন্দ্রীয় বিশ্ববিদ্যালয় প্রতিষ্ঠার (ঢাকেবি) নামে নীতিমালা বা অধ্যাদেশ জারি হলে কলেজের স্বতন্ত্র কাঠামো ও ঐতিহ্য নষ্ট হবে। শিক্ষার্থীরা অভিযোগ করেন, সরকারের এ উদ্যোগ নারীশিক্ষার প্রসারকে ব্যাহত করবে। তারা শিক্ষাকে বাণিজ্যিকীকরণের প্রক্রিয়ার বিরুদ্ধেও তীব্র ক্ষোভ প্রকাশ করেন। এ সময় শিক্ষার্থীরা এ-সংক্রান্ত <box>179 229 379 563</box>
tongi-story: টঙ্গীর আগুনে দগ্ধ এক ফায়ার ফাইটারের মৃত্যু চিকিৎসাধীন আরো ৩ জন ● নিজস্ব প্রতিবেদক গাজীপুরের টঙ্গীর একটি রাসায়নিকের গুদামে লাগা আগুনে আহত ফায়ার ফাইটার শামীম আহমেদ চিকিৎসাধীন অবস্থায় মারা গেছেন। ইন্না লিল্লাহি ওয়া ইন্না ইলাইহি রাজিউন। গতকাল মঙ্গলবার বেলা ৩ টায় জাতীয় বার্ন ও ঘটনাস্থলের ১০০ মিটার দূর দিয়ে চলাচলের অনুরোধ প্লাস্টিক সার্জারি ইনস্টিটিউটে তার মৃত্যু হয়। অন্য সহকর্মীদের সাথে গুদামের আগুন নিয়ন্ত্রণ করতে গিয়ে গুরুতর দগ্ধ হয়েছিলেন তিনি। শামীম আহমেদের শরীরের ১০০ শতাংশই পুড়ে গিয়েছিল বলে জানান জাতীয় বার্ন ইনস্টিটিউটের আবাসিক সার্জন। ফায়ার সার্ভিস সদর দফতরের মিডিয়া সেল জানায়, টঙ্গীর সাহারা মার্কেট এলাকায় রাসায়নিকের গুদামে আগুন লাগে। খবর পেয়ে ফায়ার সার্ভিসের কয়েকটি ইউনিট ঘটনাস্থলে গিয়ে আগুন নিয়ন্ত্রণে কাজ শুরু করে। আগুন নেভাতে গিয়ে দগ্ধ হন ফায়ার সার্ভিসের চার কর্মী। তাদের উদ্ধার করে জাতীয় বার্ন ও প্লাস্টিক সার্জারি ইনস্টিটিউটে ভর্তি করা হয়। আগুন নিয়ন্ত্রণে আসলেও এখনো সম্পূর্ণ নির্বাপণ হয়নি। ঝুঁকি বিবেচনায় ঘটনাস্থলের ১০০ মিটার দূর দিয়ে চলাচলের অনুরোধ জানিয়েছে ফায়ার সার্ভিস। ■ ১১ পৃ: ৩-এর কলামে চট্টগ্রামের চুনতি মাহফিলের আখেরি মুনাজাতে শরিক মুসল্লিদের একাংশ ■ নয়া দিগন্ত <box>768 1321 1040 1970</box>
bullet-icon <box>78 400 90 412</box>
ny-headline[interactable]: নিউ ইয়র্কে আখতারের ওপর হামলায় ডাকসুর নিন্দা-প্রতিবাদ <box>179 1688 590 1760</box>
lead-story-col2: নীতিমালা বা আইন জারির প্রক্রিয়া অবিলম্বে বাতিল করার দাবি জানান। অপর দিকে গতকাল সকালে ঢাকা কলেজ কেন্দ্রীয় শহীদ মিনারের সামনে উচ্চমাধ্যমিকের শিক্ষার্থীরা মানববন্ধন করেন। ঢাকা কেন্দ্রীয় বিশ্ববিদ্যালয়ের অধ্যাদেশকে কেন্দ্র করে ঢাকা কলেজ উচ্চমাধ্যমিকের শিক্ষার্থীরা যে অস্তিত্ব সঙ্কটের আশঙ্কা করছে, তার পূর্ণাঙ্গ নিরসনের লক্ষ্যে এই মানববন্ধন করা হয়। ঢাকা কলেজের ১৮৪ বছরের ঐতিহ্যের কথা উল্লেখ করে শিক্ষার্থীরা হুঁশিয়ার করে বলেন, বিদ্যমান একাডেমিক কাঠামোর কোনো পরিবর্তন বা সঙ্কোচন যা উচ্চমাধ্যমিক স্তরের শিক্ষাকে ক্ষতিগ্রস্ত করে, তা তারা মেনে নেবে না। এসব বিষয় ভেবে দেখতে শিক্ষা মন্ত্রণালয়ের প্রতি অনুরোধ করেছেন শিক্ষার্থীরা। গত সপ্তাহে ঢাকার এ সাতটি কলেজের কয়েক শ' শিক্ষক বিশ্ববিদ্যালয় মঞ্জুরি কমিশনের (ইউজিসি) সামনে মানববন্ধন করেন এবং ইউজিসি চেয়ারম্যানের কাছে স্মারকলিপি জমা দেন। শিক্ষকরা কলেজগুলোর জন্য প্রস্তাবিত কাঠামোয় নতুন বিশ্ববিদ্যালয় চান না। তাদের আশঙ্কা, এই কাঠামো বাস্তবায়িত হলে কলেজগুলোর শিক্ষাব্যবস্থা ক্ষতির মুখে পড়বে। শিক্ষার্থী ভর্তির সুযোগ কমে যাবে, শিক্ষকদের পদ-পদবি নিয়েও জটিলতা দেখা দেবে। ইডেন মহিলা কলেজ ও বেগম বদরুন্নেসা ■ ১১ পৃ: ৬-এর কলামে <box>391 229 591 563</box>
tongi-body2: প্লাস্টিক সার্জারি ইনস্টিটিউটে তার মৃত্যু হয়। অন্য সহকর্মীদের সাথে গুদামের আগুন নিয়ন্ত্রণ করতে গিয়ে গুরুতর দগ্ধ হয়েছিলেন তিনি। <box>879 1553 1040 1611</box>
photo-caption: গণতন্ত্র রক্ষা আন্দোলনের আলোচনা সভায় প্রধান অতিথির বক্তব্য রাখেন সেলিমা রহমান ■ নয়া দিগন্ত <box>179 1663 590 1678</box>
ctg-story-col1: চট্টগ্রামের গুপ্তখালের পদ্মা অয়েল কোম্পানির প্রধান স্থাপনা (এমআই) থেকে পাইপলাইনে শাহ আমানত আন্তর্জাতিক বিমানবন্দরে জেট ফুয়েল পাঠানো শুরু হয়েছে। গতকাল মঙ্গলবার সকালে জেট এ-১ পাইপলাইন, চট্টগ্রাম প্রকল্পের উদ্বোধন করেন জ্বালানি ও খনিজসম্পদ বিভাগের সচিব মোহাম্মদ সাইফুল ইসলাম। অনুষ্ঠানে সভাপতিত্ব করেন বাংলাদেশ পেট্রোলিয়াম করপোরেশনের (বিপিসি) চেয়ারম্যান মো: আমিন উল <box>768 471 973 602</box>
ctg-story-col2: আহসান। বিশেষ অতিথি ছিলেন বাংলাদেশ বিমানবাহিনী ঘাঁটি জহুরুল হকের অধিনায়ক এয়ার ভাইস মার্শাল হায়দার আবদুল্লাহ, বিপিসির পরিচালক (অপা. ও পরি.) ড. এ কে এম আজাদুর রহমান এবং শাহ আমানত আন্তর্জাতিক বিমানবন্দরের পরিচালক গ্রুপ ক্যাপ্টেন শেখ আবদুল্লাহ আলমগীর। বক্তব্য রাখেন পদ্মা অয়েলের ব্যবস্থাপনা পরিচালক মো: মফিজুর রহমান ও প্রকল্প পরিচালক প্রকৌশলী আমিরুল হাসান। অনুষ্ঠানে দোয়া ও মোনাজাত করেন মুফতি আব্দুর রাজ্জাক। সূত্র জানায়, ■ ১১ পৃ: ৩-এর কলামে <box>985 471 1190 631</box>
